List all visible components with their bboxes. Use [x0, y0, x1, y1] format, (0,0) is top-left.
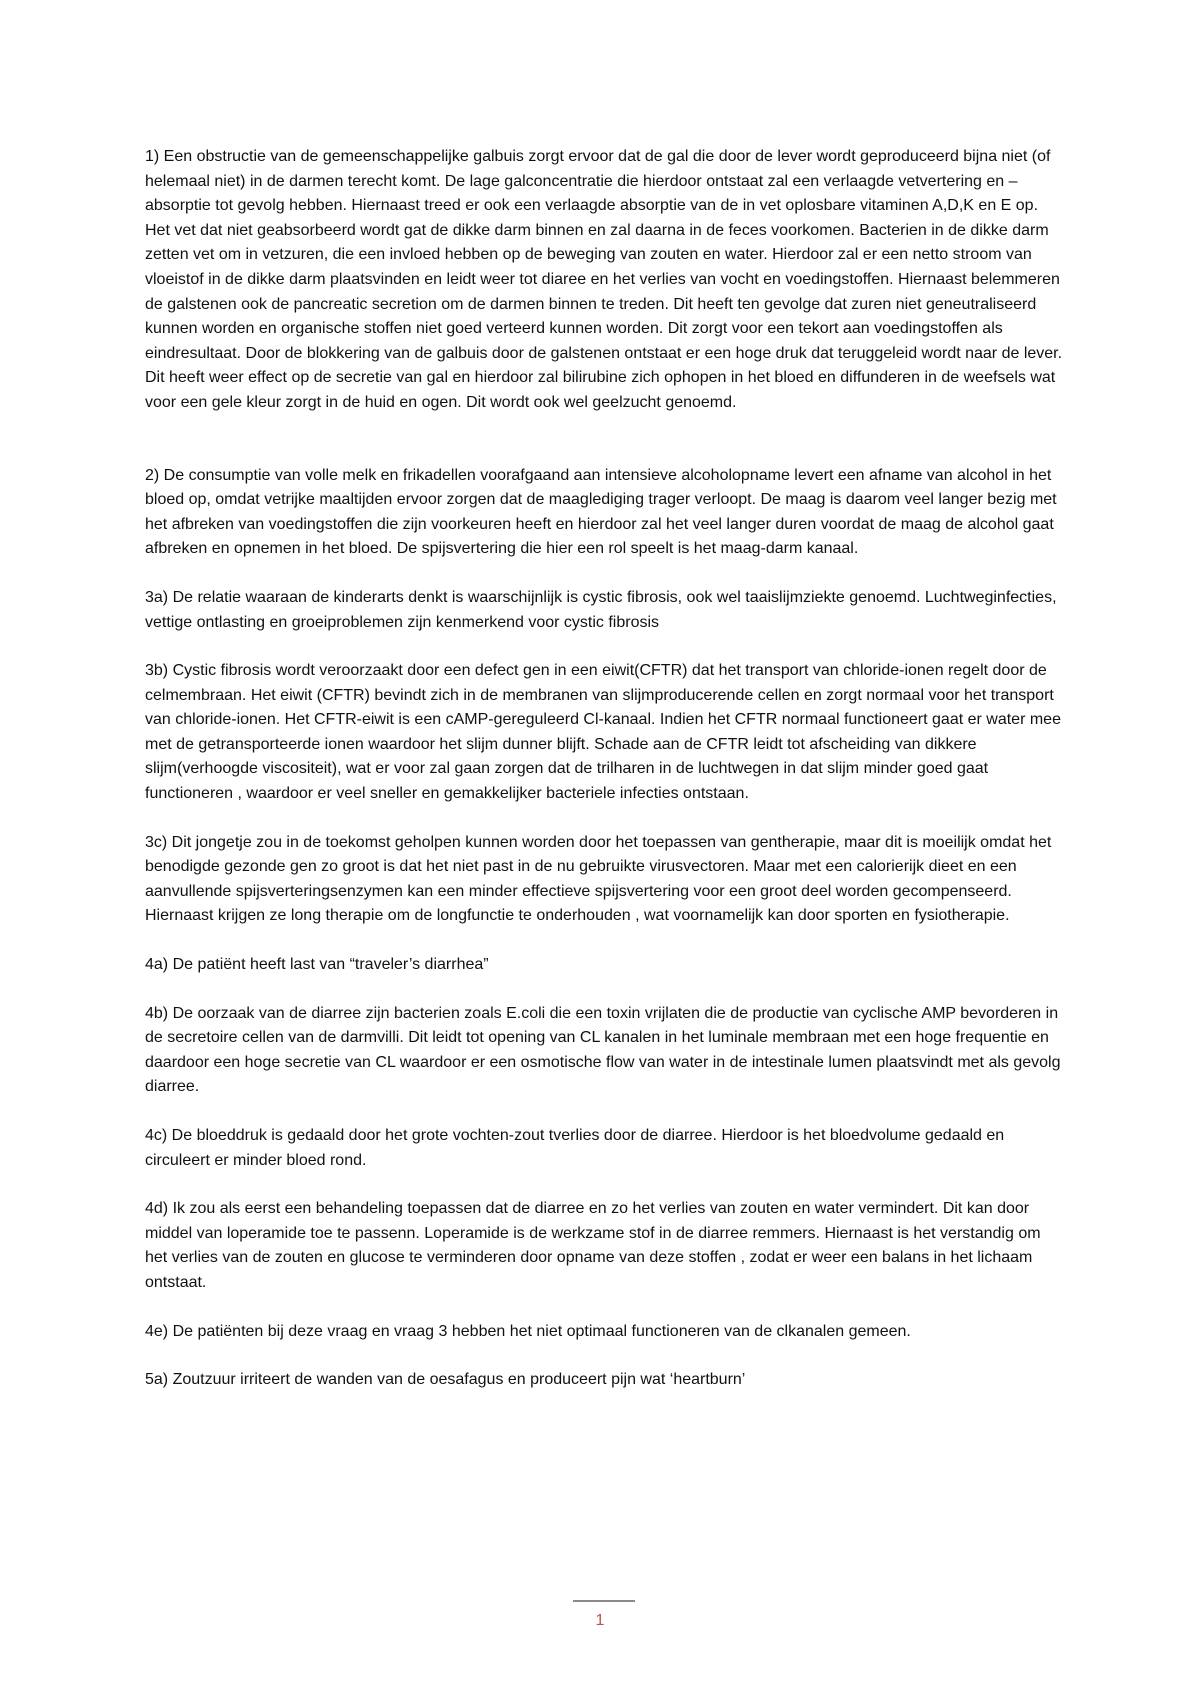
answer-4e-paragraph: 4e) De patiënten bij deze vraag en vraag 3 hebben het niet optimaal functioneren van de clkanalen gemeen.: [145, 1322, 911, 1340]
answer-3a-paragraph: 3a) De relatie waaraan de kinderarts denkt is waarschijnlijk is cystic fibrosis, ook wel taaislijmziekte genoemd. Luchtweginfecties, vettige ontlasting en groeiproblemen zijn kenmerkend voor cystic fibrosis: [145, 588, 1057, 631]
answer-1-paragraph: 1) Een obstructie van de gemeenschappelijke galbuis zorgt ervoor dat de gal die door de lever wordt geproduceerd bijna niet (of helemaal niet) in de darmen terecht komt. De lage galconcentratie die hierdoor ontstaat zal een verlaagde vetvertering en –absorptie tot gevolg hebben. Hiernaast treed er ook een verlaagde absorptie van de in vet oplosbare vitaminen A,D,K en E op. Het vet dat niet geabsorbeerd wordt gat de dikke darm binnen en zal daarna in de feces voorkomen. Bacterien in de dikke darm zetten vet om in vetzuren, die een invloed hebben op de beweging van zouten en water. Hierdoor zal er een netto stroom van vloeistof in de dikke darm plaatsvinden en leidt weer tot diaree en het verlies van vocht en voedingstoffen. Hiernaast belemmeren de galstenen ook de pancreatic secretion om de darmen binnen te treden. Dit heeft ten gevolge dat zuren niet geneutraliseerd kunnen worden en organische stoffen niet goed verteerd kunnen worden. Dit zorgt voor een tekort aan voedingstoffen als eindresultaat. Door de blokkering van de galbuis door de galstenen ontstaat er een hoge druk dat teruggeleid wordt naar de lever. Dit heeft weer effect op de secretie van gal en hierdoor zal bilirubine zich ophopen in het bloed en diffunderen in de weefsels wat voor een gele kleur zorgt in de huid en ogen. Dit wordt ook wel geelzucht genoemd.: [145, 148, 1063, 411]
answer-5a-paragraph: 5a) Zoutzuur irriteert de wanden van de oesafagus en produceert pijn wat ‘heartburn’: [145, 1371, 746, 1389]
page-footer: [0, 1600, 1200, 1660]
answer-4d-paragraph: 4d) Ik zou als eerst een behandeling toepassen dat de diarree en zo het verlies van zouten en water vermindert. Dit kan door middel van loperamide toe te passenn. Loperamide is de werkzame stof in de diarree remmers. Hiernaast is het verstandig om het verlies van de zouten en glucose te verminderen door opname van deze stoffen , zodat er weer een balans in het lichaam ontstaat.: [145, 1200, 1041, 1291]
footer-divider: [573, 1600, 635, 1602]
answer-3b-paragraph: 3b) Cystic fibrosis wordt veroorzaakt door een defect gen in een eiwit(CFTR) dat het transport van chloride-ionen regelt door de celmembraan. Het eiwit (CFTR) bevindt zich in de membranen van slijmproducerende cellen en zorgt normaal voor het transport van chloride-ionen. Het CFTR-eiwit is een cAMP-gereguleerd Cl-kanaal. Indien het CFTR normaal functioneert gaat er water mee met de getransporteerde ionen waardoor het slijm dunner blijft. Schade aan de CFTR leidt tot afscheiding van dikkere slijm(verhoogde viscositeit), wat er voor zal gaan zorgen dat de trilharen in de luchtwegen in dat slijm minder goed gaat functioneren , waardoor er veel sneller en gemakkelijker bacteriele infecties ontstaan.: [145, 662, 1061, 803]
answer-4a-paragraph: 4a) De patiënt heeft last van “traveler’s diarrhea”: [145, 956, 489, 974]
page-number: 1: [595, 1612, 605, 1629]
answer-3c-paragraph: 3c) Dit jongetje zou in de toekomst geholpen kunnen worden door het toepassen van gentherapie, maar dit is moeilijk omdat het benodigde gezonde gen zo groot is dat het niet past in de nu gebruikte virusvectoren. Maar met een calorierijk dieet en een aanvullende spijsverteringsenzymen kan een minder effectieve spijsvertering voor een groot deel worden gecompenseerd. Hiernaast krijgen ze long therapie om de longfunctie te onderhouden , wat voornamelijk kan door sporten en fysiotherapie.: [145, 833, 1052, 925]
document-body: [145, 145, 1065, 1417]
answer-4b-paragraph: 4b) De oorzaak van de diarree zijn bacterien zoals E.coli die een toxin vrijlaten die de productie van cyclische AMP bevorderen in de secretoire cellen van de darmvilli. Dit leidt tot opening van CL kanalen in het luminale membraan met een hoge frequentie en daardoor een hoge secretie van CL waardoor er een osmotische flow van water in de intestinale lumen plaatsvindt met als gevolg diarree.: [145, 1004, 1061, 1096]
answer-4c-paragraph: 4c) De bloeddruk is gedaald door het grote vochten-zout tverlies door de diarree. Hierdoor is het bloedvolume gedaald en circuleert er minder bloed rond.: [145, 1127, 1005, 1169]
answer-2-paragraph: 2) De consumptie van volle melk en frikadellen voorafgaand aan intensieve alcoholopname levert een afname van alcohol in het bloed op, omdat vetrijke maaltijden ervoor zorgen dat de maaglediging trager verloopt. De maag is daarom veel langer bezig met het afbreken van voedingstoffen die zijn voorkeuren heeft en hierdoor zal het veel langer duren voordat de maag de alcohol gaat afbreken en opnemen in het bloed. De spijsvertering die hier een rol speelt is het maag-darm kanaal.: [145, 466, 1057, 558]
